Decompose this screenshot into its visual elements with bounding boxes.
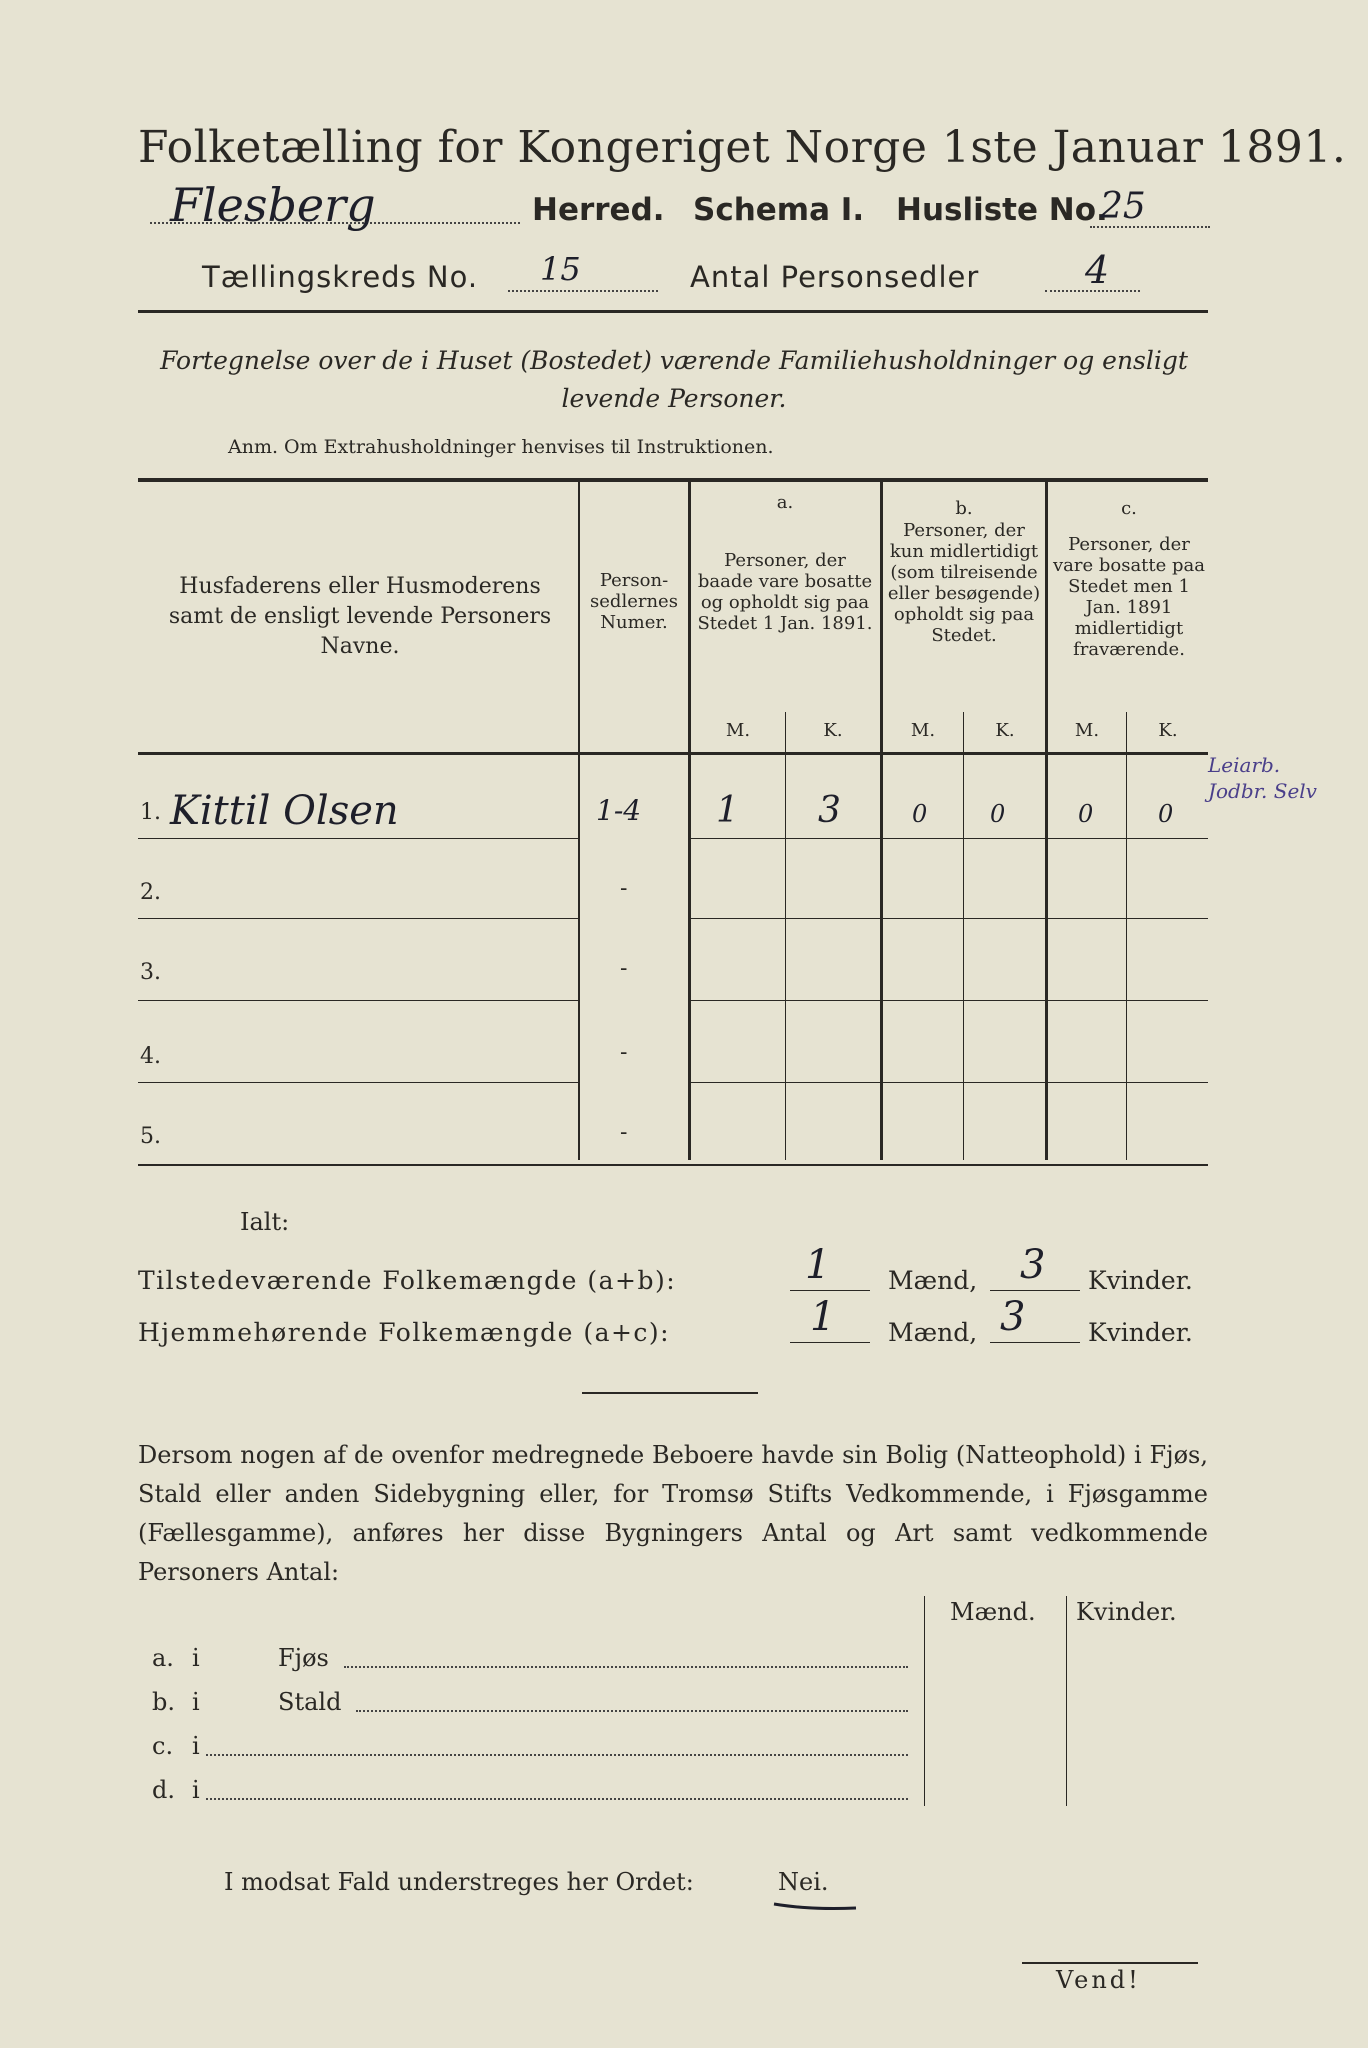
- tilst-label: Tilstedeværende Folkemængde (a+b):: [138, 1266, 677, 1295]
- hjem-maend-label: Mænd,: [888, 1318, 978, 1347]
- ob-col-maend: Mænd.: [950, 1598, 1036, 1626]
- header-rule-right: [853, 310, 1208, 313]
- col-divider-2: [688, 480, 691, 1160]
- ob-row-d-dots: [206, 1798, 908, 1800]
- ob-row-d-i: i: [192, 1776, 200, 1804]
- col-c-k: K.: [1158, 720, 1178, 741]
- row-3-number: 3.: [140, 960, 161, 985]
- ob-row-b-dots: [356, 1710, 908, 1712]
- intro-line-2: levende Personer.: [561, 384, 787, 413]
- col-numer-header: Person-sedlernes Numer.: [590, 570, 678, 633]
- col-a-header: Personer, der baade vare bosatte og opholdt sig paa Stedet 1 Jan. 1891.: [697, 550, 873, 634]
- ob-row-a-label: Fjøs: [278, 1644, 329, 1672]
- row-1-b-m: 0: [912, 800, 928, 828]
- ob-row-c-dots: [206, 1754, 908, 1756]
- ob-row-a-i: i: [192, 1644, 200, 1672]
- modsat-text: I modsat Fald understreges her Ordet:: [224, 1868, 694, 1896]
- ob-row-c-i: i: [192, 1732, 200, 1760]
- row-4-number: 4.: [140, 1044, 161, 1069]
- col-divider-c-mk: [1126, 712, 1127, 1160]
- hjem-m-line: [790, 1342, 870, 1343]
- husliste-no: 25: [1100, 186, 1146, 227]
- row-1-name: Kittil Olsen: [170, 788, 399, 834]
- kreds-no: 15: [540, 250, 581, 288]
- col-divider-a-mk: [785, 712, 786, 1160]
- antal-no: 4: [1085, 248, 1110, 292]
- tilst-k-value: 3: [1020, 1242, 1046, 1288]
- col-a-letter: a.: [776, 492, 794, 513]
- intro-line-1: Fortegnelse over de i Huset (Bostedet) værende Familiehusholdninger og ensligt: [160, 346, 1188, 375]
- hjem-m-value: 1: [810, 1294, 836, 1340]
- ob-row-a-letter: a.: [152, 1644, 174, 1672]
- nei-underline: [770, 1896, 860, 1916]
- ialt-label: Ialt:: [240, 1208, 290, 1236]
- header-rule-left: [138, 310, 853, 313]
- schema-label: Schema I.: [693, 192, 865, 228]
- tilst-k-line: [990, 1290, 1080, 1291]
- row-1-b-k: 0: [990, 800, 1006, 828]
- col-b-k: K.: [995, 720, 1015, 741]
- row-rule-3b: [690, 1000, 1208, 1001]
- row-1-number: 1.: [140, 800, 161, 825]
- row-2-numer: -: [620, 876, 628, 901]
- vend-rule: [1022, 1962, 1198, 1964]
- row-rule-4b: [690, 1082, 1208, 1083]
- col-a-k: K.: [823, 720, 843, 741]
- table-bottom-rule: [138, 1164, 1208, 1166]
- hjem-k-line: [990, 1342, 1080, 1343]
- tilst-kvinder-label: Kvinder.: [1088, 1266, 1193, 1295]
- ob-row-c-letter: c.: [152, 1732, 174, 1760]
- hjem-label: Hjemmehørende Folkemængde (a+c):: [138, 1318, 671, 1347]
- col-b-header: Personer, der kun midlertidigt (som tilreisende eller besøgende) opholdt sig paa Stedet.: [887, 520, 1041, 646]
- kreds-dotted-line: [508, 290, 658, 292]
- row-1-a-k: 3: [818, 790, 841, 831]
- row-rule-4a: [138, 1082, 578, 1083]
- row-rule-3a: [138, 1000, 578, 1001]
- col-a-m: M.: [725, 720, 751, 741]
- husliste-label: Husliste No.: [896, 192, 1108, 228]
- row-1-a-m: 1: [716, 790, 739, 831]
- ob-row-a-dots: [344, 1666, 908, 1668]
- ob-row-d-letter: d.: [152, 1776, 175, 1804]
- section-divider: [582, 1392, 758, 1394]
- ob-divider-2: [1066, 1596, 1067, 1806]
- ob-row-b-label: Stald: [278, 1688, 342, 1716]
- hjem-k-value: 3: [1000, 1294, 1026, 1340]
- outbuildings-text: Dersom nogen af de ovenfor medregnede Beboere havde sin Bolig (Natteophold) i Fjøs, Stald eller anden Sidebygning eller, for Tromsø Stifts Vedkommende, i Fjøsgamme (Fællesgamme), anføres her disse Bygningers Antal og Art samt vedkommende Personers Antal:: [138, 1441, 1208, 1586]
- ob-row-b-letter: b.: [152, 1688, 175, 1716]
- tilst-m-line: [790, 1290, 870, 1291]
- vend-label: Vend!: [1056, 1966, 1141, 1994]
- herred-handwritten: Flesberg: [170, 178, 376, 232]
- kreds-label: Tællingskreds No.: [202, 260, 479, 294]
- row-4-numer: -: [620, 1040, 628, 1065]
- col-divider-b-mk: [963, 712, 964, 1160]
- col-c-letter: c.: [1121, 498, 1137, 519]
- antal-label: Antal Personsedler: [690, 260, 980, 294]
- col-names-header: Husfaderens eller Husmoderens samt de ensligt levende Personers Navne.: [168, 574, 552, 659]
- row-rule-1a: [138, 838, 578, 839]
- hjem-kvinder-label: Kvinder.: [1088, 1318, 1193, 1347]
- row-rule-1b: [690, 838, 1208, 839]
- tilst-maend-label: Mænd,: [888, 1266, 978, 1295]
- ob-row-b-i: i: [192, 1688, 200, 1716]
- row-5-number: 5.: [140, 1124, 161, 1149]
- row-rule-2b: [690, 918, 1208, 919]
- col-divider-4: [1045, 480, 1048, 1160]
- row-1-c-k: 0: [1158, 800, 1174, 828]
- row-5-numer: -: [620, 1120, 628, 1145]
- nei-word: Nei.: [778, 1868, 829, 1896]
- tilst-m-value: 1: [805, 1242, 831, 1288]
- col-b-m: M.: [910, 720, 936, 741]
- row-1-c-m: 0: [1078, 800, 1094, 828]
- col-b-letter: b.: [955, 498, 973, 519]
- row-2-number: 2.: [140, 880, 161, 905]
- ob-divider-1: [924, 1596, 925, 1806]
- form-title: Folketælling for Kongeriget Norge 1ste Januar 1891.: [138, 122, 1347, 173]
- herred-label: Herred.: [532, 192, 665, 228]
- col-c-header: Personer, der vare bosatte paa Stedet men 1 Jan. 1891 midlertidigt fraværende.: [1052, 534, 1206, 660]
- col-divider-1: [578, 480, 580, 1160]
- ob-col-kvinder: Kvinder.: [1076, 1598, 1177, 1626]
- anm-note: Anm. Om Extrahusholdninger henvises til Instruktionen.: [228, 436, 774, 458]
- row-rule-2a: [138, 918, 578, 919]
- col-divider-3: [880, 480, 883, 1160]
- row-3-numer: -: [620, 956, 628, 981]
- row-1-numer: 1-4: [596, 794, 642, 827]
- row-1-note: Leiarb. Jodbr. Selv: [1208, 753, 1317, 803]
- col-c-m: M.: [1074, 720, 1100, 741]
